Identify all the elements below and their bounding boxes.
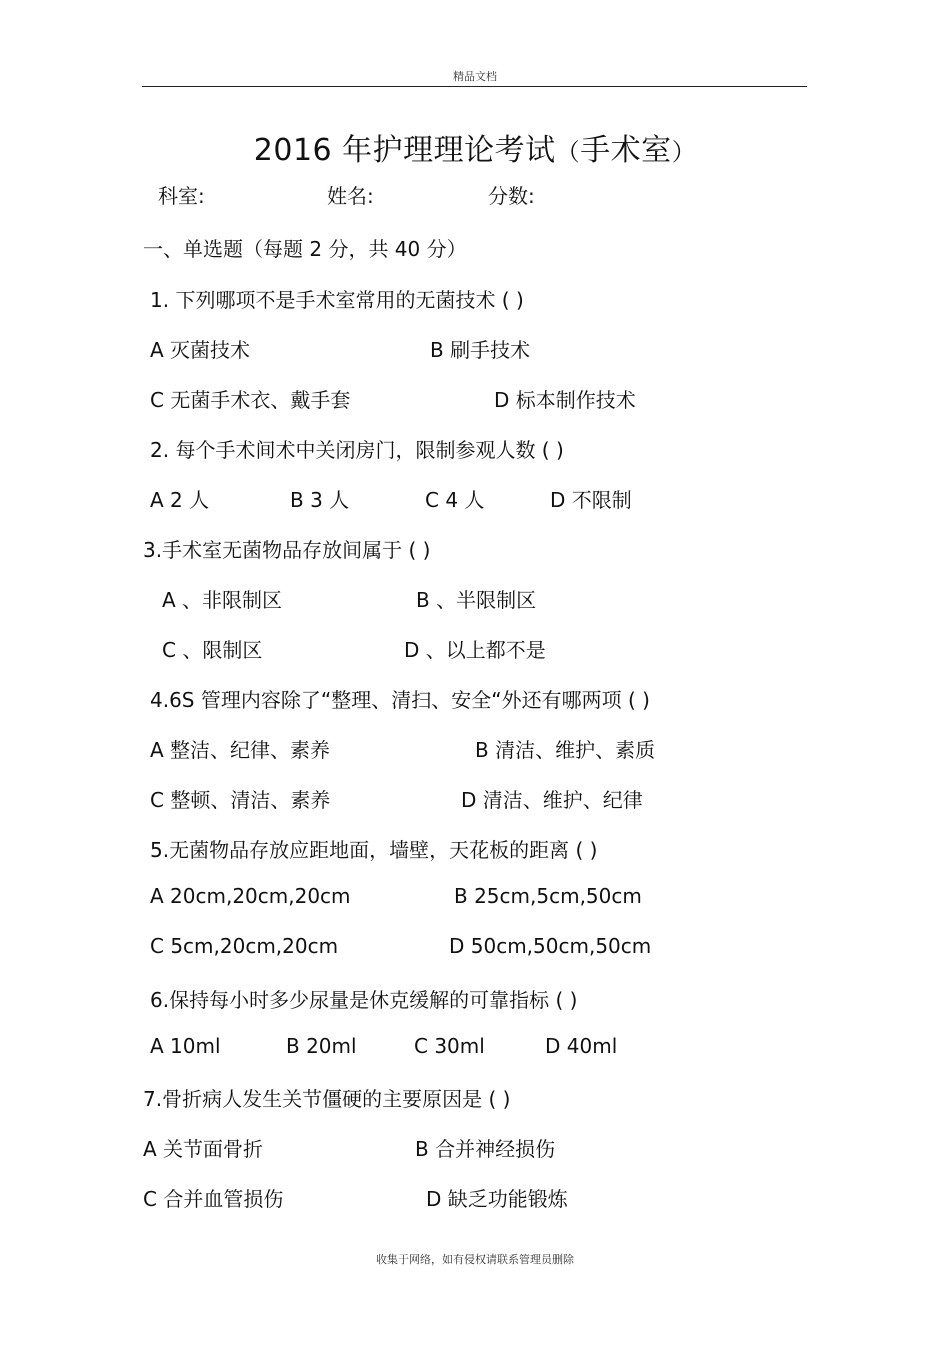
question-stem: 6.保持每小时多少尿量是休克缓解的可靠指标 ( ) <box>150 988 578 1012</box>
question-option: B 合并神经损伤 <box>415 1137 556 1161</box>
question-stem: 3.手术室无菌物品存放间属于 ( ) <box>143 538 431 562</box>
question-option: D 不限制 <box>550 488 632 512</box>
question-option: C 合并血管损伤 <box>143 1187 284 1211</box>
question-option: B 、半限制区 <box>416 588 537 612</box>
page-title <box>0 125 950 169</box>
question-option: C 4 人 <box>425 488 485 512</box>
department-label: 科室: <box>158 184 205 208</box>
title-paren-close: ） <box>671 138 697 166</box>
title-main: 2016 年护理理论考试 <box>253 133 556 168</box>
question-stem: 2. 每个手术间术中关闭房门，限制参观人数 ( ) <box>150 438 564 462</box>
name-label: 姓名: <box>327 184 374 208</box>
question-option: A 关节面骨折 <box>143 1137 264 1161</box>
question-option: C 、限制区 <box>162 638 263 662</box>
question-option: A 20cm,20cm,20cm <box>150 884 351 908</box>
question-option: B 清洁、维护、素质 <box>475 738 656 762</box>
section-heading: 一、单选题（每题 2 分，共 40 分） <box>143 237 467 261</box>
question-stem: 5.无菌物品存放应距地面，墙壁，天花板的距离 ( ) <box>150 838 598 862</box>
question-stem: 4.6S 管理内容除了“整理、清扫、安全“外还有哪两项 ( ) <box>150 688 650 712</box>
question-option: D 50cm,50cm,50cm <box>449 934 652 958</box>
question-option: B 25cm,5cm,50cm <box>454 884 642 908</box>
page-footer: 收集于网络，如有侵权请联系管理员删除 <box>376 1253 574 1266</box>
title-subject: 手术室 <box>580 133 672 168</box>
page-header: 精品文档 <box>453 70 497 83</box>
question-option: B 3 人 <box>290 488 350 512</box>
question-option: A 整洁、纪律、素养 <box>150 738 331 762</box>
question-option: A 、非限制区 <box>162 588 283 612</box>
question-option: C 5cm,20cm,20cm <box>150 934 339 958</box>
title-paren-open: （ <box>555 138 581 166</box>
question-option: D 清洁、维护、纪律 <box>461 788 643 812</box>
question-option: D 标本制作技术 <box>494 388 636 412</box>
question-option: B 刷手技术 <box>430 338 531 362</box>
question-option: B 20ml <box>286 1034 357 1058</box>
question-option: D 缺乏功能锻炼 <box>426 1187 568 1211</box>
question-option: A 灭菌技术 <box>150 338 251 362</box>
question-stem: 1. 下列哪项不是手术室常用的无菌技术 ( ) <box>150 288 524 312</box>
question-option: A 2 人 <box>150 488 210 512</box>
question-option: D 40ml <box>545 1034 618 1058</box>
question-option: C 无菌手术衣、戴手套 <box>150 388 351 412</box>
score-label: 分数: <box>488 184 535 208</box>
header-divider <box>142 86 807 87</box>
question-option: C 整顿、清洁、素养 <box>150 788 331 812</box>
question-option: C 30ml <box>414 1034 485 1058</box>
question-option: A 10ml <box>150 1034 221 1058</box>
question-option: D 、以上都不是 <box>404 638 546 662</box>
question-stem: 7.骨折病人发生关节僵硬的主要原因是 ( ) <box>143 1087 511 1111</box>
